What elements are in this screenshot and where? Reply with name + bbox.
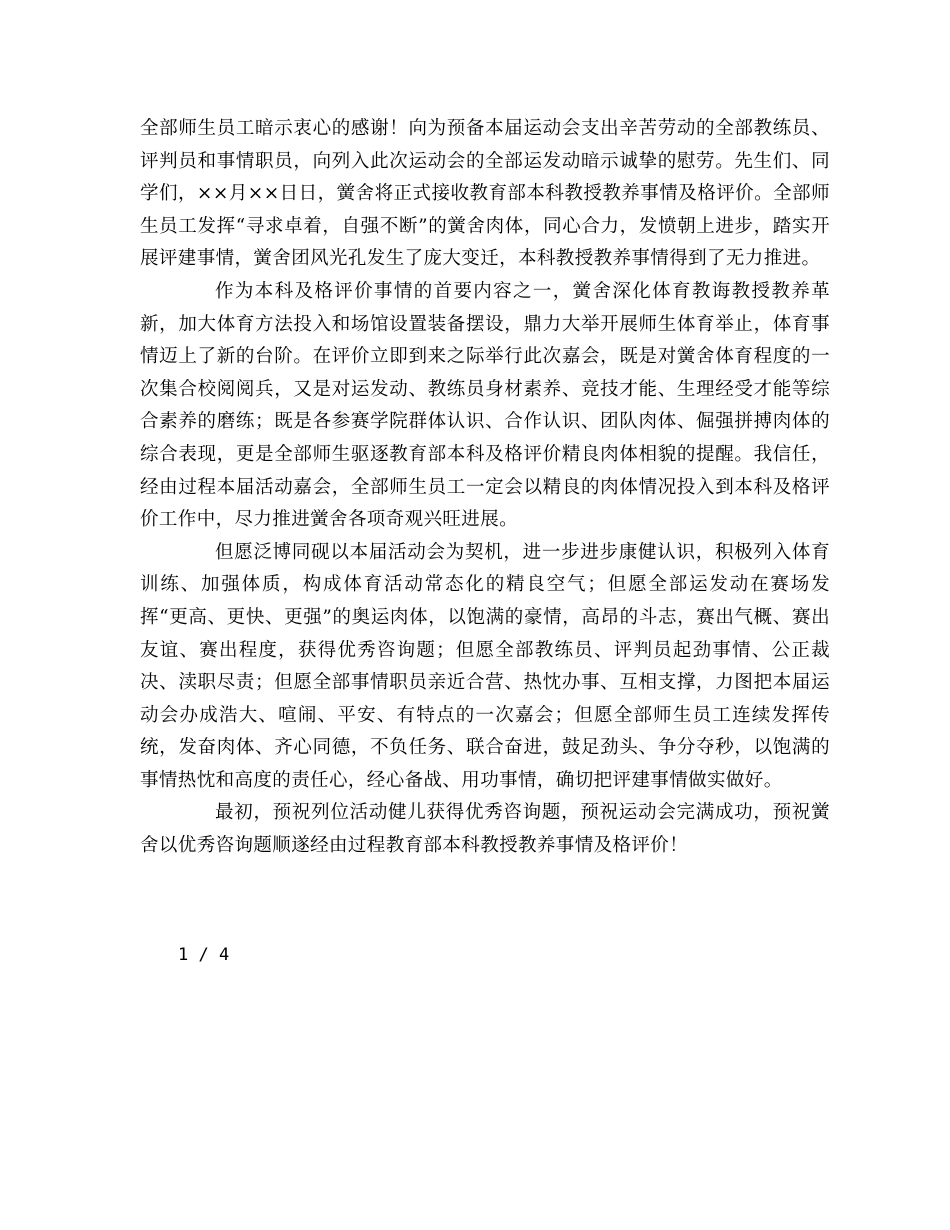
paragraph-4: 最初，预祝列位活动健儿获得优秀咨询题，预祝运动会完满成功，预祝黉舍以优秀咨询题顺遂经由过程教育部本科教授教养事情及格评价！ [140, 802, 830, 857]
paragraph-2: 作为本科及格评价事情的首要内容之一，黉舍深化体育教诲教授教养革新，加大体育方法投入和场馆设置装备摆设，鼎力大举开展师生体育举止，体育事情迈上了新的台阶。在评价立即到来之际举行此次嘉会，既是对黉舍体育程度的一次集合校阅阅兵，又是对运发动、教练员身材素养、竞技才能、生理经受才能等综合素养的磨练；既是各参赛学院群体认识、合作认识、团队肉体、倔强拼搏肉体的综合表现，更是全部师生驱逐教育部本科及格评价精良肉体相貌的提醒。我信任，经由过程本届活动嘉会，全部师生员工一定会以精良的肉体情况投入到本科及格评价工作中，尽力推进黉舍各项奇观兴旺进展。 [140, 280, 830, 531]
document-body [140, 113, 830, 863]
page-number: 1 / 4 [178, 945, 230, 965]
paragraph-1: 全部师生员工暗示衷心的感谢！向为预备本届运动会支出辛苦劳动的全部教练员、评判员和事情职员，向列入此次运动会的全部运发动暗示诚挚的慰劳。先生们、同学们，××月××日日，黉舍将正式接收教育部本科教授教养事情及格评价。全部师生员工发挥“寻求卓着，自强不断”的黉舍肉体，同心合力，发愤朝上进步，踏实开展评建事情，黉舍团风光孔发生了庞大变迁，本科教授教养事情得到了无力推进。 [140, 118, 830, 270]
paragraph-3: 但愿泛博同砚以本届活动会为契机，进一步进步康健认识，积极列入体育训练、加强体质，构成体育活动常态化的精良空气；但愿全部运发动在赛场发挥“更高、更快、更强”的奥运肉体，以饱满的豪情，高昂的斗志，赛出气概、赛出友谊、赛出程度，获得优秀咨询题；但愿全部教练员、评判员起劲事情、公正裁决、渎职尽责；但愿全部事情职员亲近合营、热忱办事、互相支撑，力图把本届运动会办成浩大、喧闹、平安、有特点的一次嘉会；但愿全部师生员工连续发挥传统，发奋肉体、齐心同德，不负任务、联合奋进，鼓足劲头、争分夺秒，以饱满的事情热忱和高度的责任心，经心备战、用功事情，确切把评建事情做实做好。 [140, 541, 830, 791]
